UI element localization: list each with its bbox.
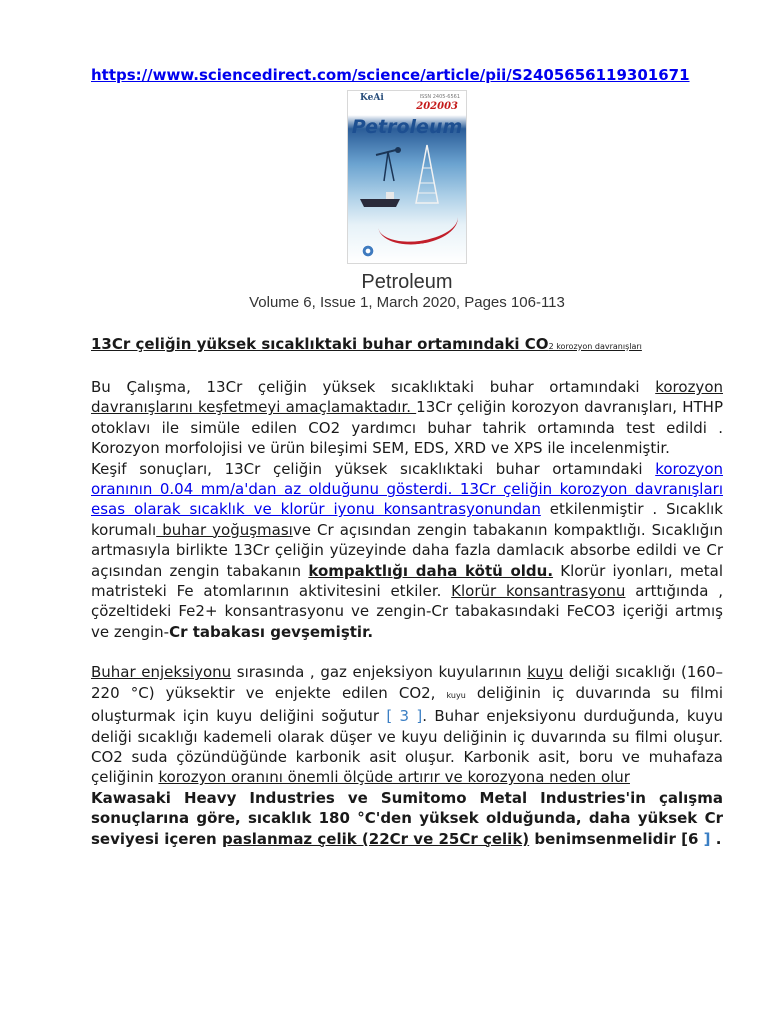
article-title: 13Cr çeliğin yüksek sıcaklıktaki buhar ortamındaki CO2 korozyon davranışları	[91, 335, 642, 353]
corrosion-increase-phrase: korozyon oranını önemli ölçüde artırır ve korozyona neden olur	[158, 768, 630, 787]
well-subscript: kuyu	[446, 690, 466, 700]
document-page	[91, 66, 723, 849]
oil-rig-icon	[410, 143, 444, 205]
journal-cover-image	[347, 90, 467, 264]
title-subscript: 2 korozyon davranışları	[548, 342, 642, 351]
cover-issn: ISSN 2405-6561	[419, 94, 460, 100]
underlined-phrase-aim: korozyon davranışlarını keşfetmeyi amaçlamaktadır.	[91, 378, 723, 417]
abstract-paragraph: Bu Çalışma, 13Cr çeliğin yüksek sıcaklıktaki buhar ortamındaki korozyon davranışlarını keşfetmeyi amaçlamaktadır. 13Cr çeliğin korozyon davranışları, HTHP otoklavı ile simüle edilen CO2 yardımcı buhar tahrik ortamında test edildi . Korozyon morfolojisi ve ürün bileşimi SEM, EDS, XRD ve XPS ile incelenmiştir. Keşif sonuçları, 13Cr çeliğin yüksek sıcaklıktaki buhar ortamındaki korozyon oranının 0.04 mm/a'dan az olduğunu gösterdi. 13Cr çeliğin korozyon davranışları esas olarak sıcaklık ve klorür iyonu konsantrasyonundan etkilenmiştir . Sıcaklık korumalı buhar yoğuşmasıve Cr açısından zengin tabakanın kompaktlığı. Sıcaklığın artmasıyla birlikte 13Cr çeliğin yüzeyinde daha fazla damlacık absorbe edildi ve Cr açısından zengin tabakanın kompaktlığı daha kötü oldu. Klorür iyonları, metal matristeki Fe atomlarının aktivitesini etkiler. Klorür konsantrasyonu arttığında , çözeltideki Fe2+ konsantrasyonu ve zengin-Cr tabakasındaki FeCO3 içeriği artmış ve zengin-Cr tabakası gevşemiştir.	[91, 378, 723, 641]
journal-cover-wrapper	[91, 90, 723, 268]
reference-6-link[interactable]: ]	[703, 829, 711, 848]
pumpjack-icon	[372, 145, 404, 183]
chloride-concentration-phrase: Klorür konsantrasyonu	[451, 582, 626, 601]
cover-seal-icon	[362, 245, 374, 257]
corrosion-rate-link[interactable]: korozyon oranının 0.04 mm/a'dan az olduğunu gösterdi. 13Cr çeliğin korozyon davranışları esas olarak sıcaklık ve klorür iyonu konsantrasyonundan	[91, 459, 723, 519]
cover-brand: Petroleum	[351, 116, 463, 138]
journal-volume-line: Volume 6, Issue 1, March 2020, Pages 106-113	[249, 294, 565, 311]
cr-layer-phrase: Cr tabakası gevşemiştir.	[169, 622, 374, 641]
article-url-link[interactable]: https://www.sciencedirect.com/science/article/pii/S2405656119301671	[91, 66, 690, 84]
steam-injection-paragraph: Buhar enjeksiyonu sırasında , gaz enjeksiyon kuyularının kuyu deliği sıcaklığı (160–220 °C) yüksektir ve enjekte edilen CO2, kuyu deliğinin iç duvarında su filmi oluşturmak için kuyu deliğini soğutur [ 3 ]. Buhar enjeksiyonu durduğunda, kuyu deliği sıcaklığı kademeli olarak düşer ve kuyu deliğinin iç duvarında su filmi oluşur. CO2 suda çözündüğünde karbonik asit oluşur. Karbonik asit, boru ve muhafaza çeliğinin korozyon oranını önemli ölçüde artırır ve korozyona neden olur Kawasaki Heavy Industries ve Sumitomo Metal Industries'in çalışma sonuçlarına göre, sıcaklık 180 °C'den yüksek olduğunda, daha yüksek Cr seviyesi içeren paslanmaz çelik (22Cr ve 25Cr çelik) benimsenmelidir [6 ] .	[91, 663, 723, 848]
publisher-logo: KeAi	[360, 93, 384, 103]
stainless-steel-phrase: paslanmaz çelik (22Cr ve 25Cr çelik)	[221, 829, 530, 848]
journal-name: Petroleum	[361, 271, 453, 293]
steam-condensation-phrase: buhar yoğuşması	[156, 520, 293, 539]
steam-injection-phrase: Buhar enjeksiyonu	[91, 663, 232, 682]
reference-3-link[interactable]: [ 3 ]	[386, 707, 423, 726]
compactness-phrase: kompaktlığı daha kötü oldu.	[308, 561, 554, 580]
cover-year: 202003	[416, 101, 458, 112]
well-phrase: kuyu	[527, 663, 564, 682]
